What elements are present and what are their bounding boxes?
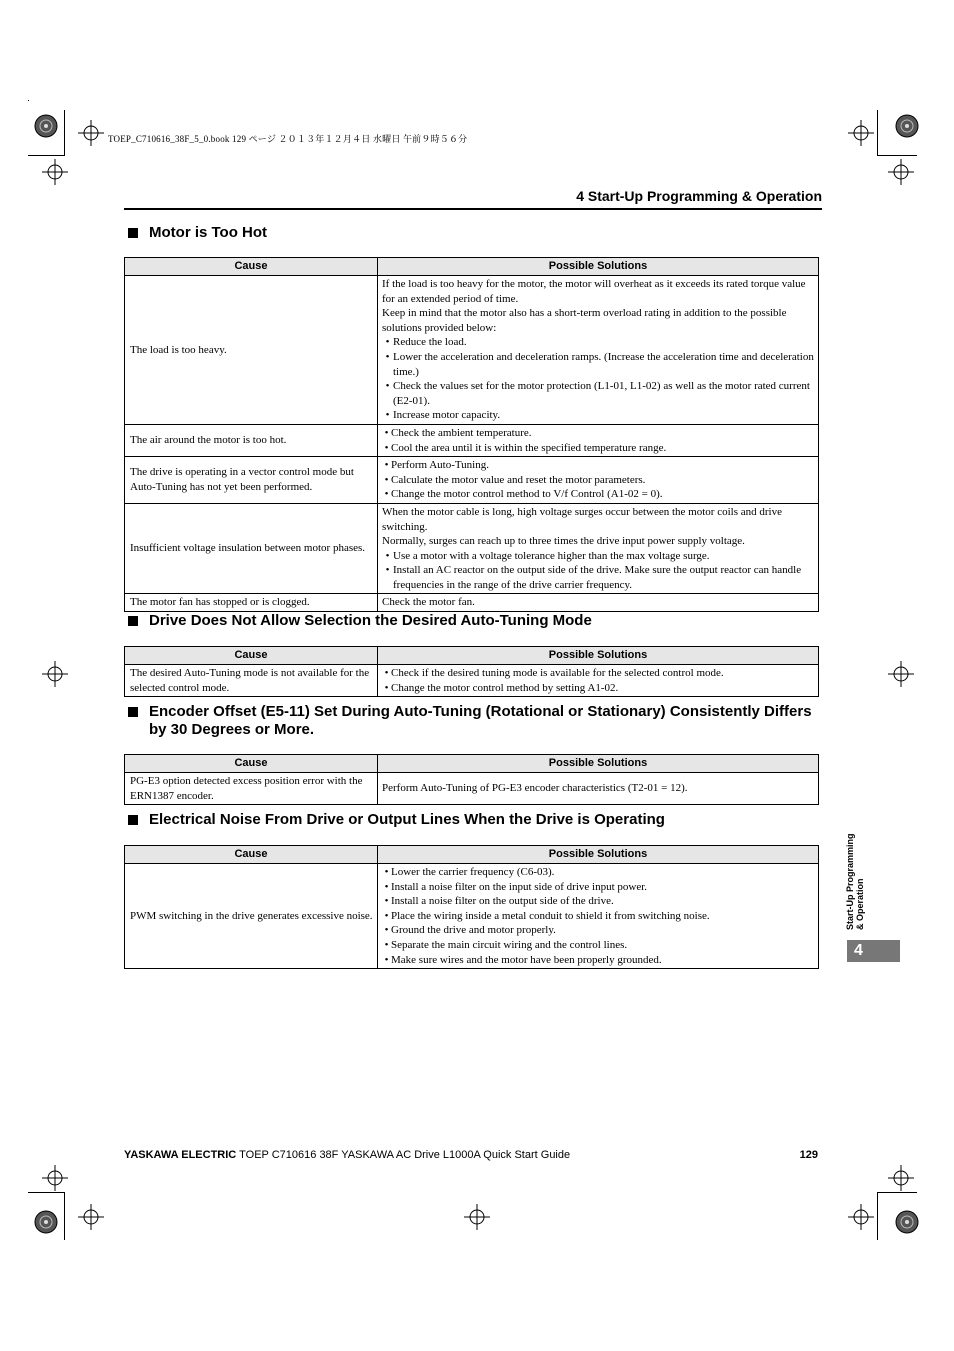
list-item: • Cool the area until it is within the specified temperature range. <box>384 441 667 454</box>
solution-text: Check the motor fan. <box>382 596 475 609</box>
troubleshooting-table <box>124 754 819 805</box>
solutions-header: Possible Solutions <box>378 258 819 276</box>
table-row <box>125 276 819 425</box>
square-bullet-icon <box>128 815 138 825</box>
cause-cell: The air around the motor is too hot. <box>125 424 378 456</box>
table-row <box>125 773 819 805</box>
solutions-cell <box>378 457 819 504</box>
table-row <box>125 503 819 594</box>
solutions-header: Possible Solutions <box>378 846 819 864</box>
cause-cell: The drive is operating in a vector control mode but Auto-Tuning has not yet been performed. <box>125 457 378 504</box>
troubleshooting-table <box>124 257 819 612</box>
bullet-text: Install an AC reactor on the output side of the drive. Make sure the output reactor can handle frequencies in the range of the drive carrier frequency. <box>393 564 802 591</box>
registration-crosshair-icon <box>42 159 68 185</box>
registration-crosshair-icon <box>888 1165 914 1191</box>
registration-crosshair-icon <box>78 120 104 146</box>
registration-crosshair-icon <box>464 1204 490 1230</box>
registration-target-icon <box>33 1209 59 1235</box>
bullet-text: Ground the drive and motor properly. <box>391 924 556 937</box>
table-header-row <box>125 846 819 864</box>
list-item: • Ground the drive and motor properly. <box>384 924 556 937</box>
list-item: • Change the motor control method to V/f Control (A1-02 = 0). <box>384 488 663 501</box>
list-item: • Use a motor with a voltage tolerance higher than the max voltage surge. <box>385 549 710 562</box>
bullet-text: Perform Auto-Tuning. <box>391 459 489 472</box>
solutions-cell <box>378 773 819 805</box>
bullet-text: Lower the carrier frequency (C6-03). <box>391 866 555 878</box>
solution-text: Keep in mind that the motor also has a short-term overload rating in addition to the possible solutions provided below: <box>382 307 787 334</box>
cause-header: Cause <box>125 258 378 276</box>
footer-brand: YASKAWA ELECTRIC <box>124 1149 237 1161</box>
registration-crosshair-icon <box>78 1204 104 1230</box>
bullet-text: Reduce the load. <box>393 336 467 349</box>
section-title <box>128 703 818 739</box>
bullet-text: Check the values set for the motor protection (L1-01, L1-02) as well as the motor rated current (E2-01). <box>393 380 810 407</box>
book-info: TOEP_C710616_38F_5_0.book 129 ページ ２０１３年１２月４日 水曜日 午前９時５６分 <box>108 134 468 144</box>
solutions-cell <box>378 424 819 456</box>
chapter-side-label-line: Start-Up Programming <box>845 833 855 930</box>
solutions-header: Possible Solutions <box>378 647 819 665</box>
list-item: • Lower the carrier frequency (C6-03). <box>384 866 555 878</box>
solutions-cell <box>378 594 819 612</box>
list-item: • Perform Auto-Tuning. <box>384 459 489 472</box>
list-item: • Check the ambient temperature. <box>384 426 532 439</box>
list-item: • Check if the desired tuning mode is available for the selected control mode. <box>384 667 724 679</box>
solutions-cell <box>378 503 819 594</box>
solutions-cell <box>378 864 819 969</box>
bullet-text: Separate the main circuit wiring and the control lines. <box>391 938 628 951</box>
section-title-text: Drive Does Not Allow Selection the Desired Auto-Tuning Mode <box>149 612 592 629</box>
list-item: • Calculate the motor value and reset the motor parameters. <box>384 473 646 486</box>
solution-text: Perform Auto-Tuning of PG-E3 encoder characteristics (T2-01 = 12). <box>382 782 688 795</box>
footer-doc: TOEP C710616 38F YASKAWA AC Drive L1000A Quick Start Guide <box>239 1149 571 1161</box>
list-item: • Install a noise filter on the input side of drive input power. <box>384 880 648 893</box>
troubleshooting-table <box>124 646 819 697</box>
table-row <box>125 864 819 969</box>
list-item: • Separate the main circuit wiring and the control lines. <box>384 938 628 951</box>
section-title <box>128 224 267 242</box>
list-item: • Reduce the load. <box>385 336 467 349</box>
troubleshooting-table <box>124 845 819 969</box>
bullet-text: Change the motor control method to V/f Control (A1-02 = 0). <box>391 488 663 501</box>
registration-crosshair-icon <box>42 1165 68 1191</box>
chapter-side-label <box>845 820 865 930</box>
table-header-row <box>125 258 819 276</box>
bullet-text: Make sure wires and the motor have been properly grounded. <box>391 953 662 966</box>
list-item: • Lower the acceleration and deceleration ramps. (Increase the acceleration time and deceleration time.) <box>385 350 814 378</box>
registration-crosshair-icon <box>848 120 874 146</box>
section-title <box>128 612 592 630</box>
cause-cell: The load is too heavy. <box>125 276 378 425</box>
cause-cell: PG-E3 option detected excess position error with the ERN1387 encoder. <box>125 773 378 805</box>
section-title <box>128 811 665 829</box>
registration-crosshair-icon <box>42 661 68 687</box>
list-item: • Check the values set for the motor protection (L1-01, L1-02) as well as the motor rated current (E2-01). <box>382 379 814 408</box>
cause-header: Cause <box>125 647 378 665</box>
solution-text: When the motor cable is long, high voltage surges occur between the motor coils and drive switching. <box>382 505 782 533</box>
solution-text: Normally, surges can reach up to three times the drive input power supply voltage. <box>382 535 745 548</box>
bullet-text: Calculate the motor value and reset the motor parameters. <box>391 473 646 486</box>
bullet-text: Lower the acceleration and deceleration ramps. (Increase the acceleration time and deceleration time.) <box>393 350 814 378</box>
list-item: • Change the motor control method by setting A1-02. <box>384 681 619 694</box>
bullet-text: Increase motor capacity. <box>393 409 501 422</box>
bullet-text: Check if the desired tuning mode is available for the selected control mode. <box>391 667 724 679</box>
chapter-tab: 4 <box>847 940 900 962</box>
registration-target-icon <box>33 113 59 139</box>
cause-cell: PWM switching in the drive generates excessive noise. <box>125 864 378 969</box>
bullet-text: Place the wiring inside a metal conduit to shield it from switching noise. <box>391 909 710 922</box>
list-item: • Make sure wires and the motor have been properly grounded. <box>384 953 662 966</box>
registration-crosshair-icon <box>888 661 914 687</box>
solutions-header: Possible Solutions <box>378 755 819 773</box>
list-item: • Place the wiring inside a metal conduit to shield it from switching noise. <box>384 909 710 922</box>
square-bullet-icon <box>128 228 138 238</box>
section-title-text: Electrical Noise From Drive or Output Lines When the Drive is Operating <box>149 811 665 828</box>
cause-cell: Insufficient voltage insulation between motor phases. <box>125 503 378 594</box>
cause-cell: The motor fan has stopped or is clogged. <box>125 594 378 612</box>
bullet-text: Change the motor control method by setting A1-02. <box>391 681 619 694</box>
registration-crosshair-icon <box>848 1204 874 1230</box>
list-item: • Install a noise filter on the output side of the drive. <box>384 895 614 908</box>
solutions-cell <box>378 665 819 697</box>
cause-cell: The desired Auto-Tuning mode is not available for the selected control mode. <box>125 665 378 697</box>
footer <box>124 1149 570 1161</box>
bullet-text: Check the ambient temperature. <box>391 426 532 439</box>
list-item: • Install an AC reactor on the output side of the drive. Make sure the output reactor can handle frequencies in the range of the drive carrier frequency. <box>382 563 814 592</box>
square-bullet-icon <box>128 707 138 717</box>
table-header-row <box>125 755 819 773</box>
table-row <box>125 424 819 456</box>
running-head: 4 Start-Up Programming & Operation <box>576 188 822 204</box>
registration-target-icon <box>894 113 920 139</box>
table-row <box>125 665 819 697</box>
solutions-cell <box>378 276 819 425</box>
cause-header: Cause <box>125 755 378 773</box>
registration-crosshair-icon <box>888 159 914 185</box>
bullet-text: Install a noise filter on the input side of drive input power. <box>391 880 648 893</box>
registration-target-icon <box>894 1209 920 1235</box>
bullet-text: Install a noise filter on the output side of the drive. <box>391 895 614 908</box>
cause-header: Cause <box>125 846 378 864</box>
section-title-text: Encoder Offset (E5-11) Set During Auto-Tuning (Rotational or Stationary) Consistently Differs by 30 Degrees or More. <box>149 703 812 738</box>
table-row <box>125 457 819 504</box>
solution-text: If the load is too heavy for the motor, the motor will overheat as it exceeds its rated torque value for an extended period of time. <box>382 278 806 305</box>
bullet-text: Cool the area until it is within the specified temperature range. <box>391 441 667 454</box>
square-bullet-icon <box>128 616 138 626</box>
chapter-side-label-line: & Operation <box>855 878 865 930</box>
page-number: 129 <box>799 1149 818 1161</box>
table-header-row <box>125 647 819 665</box>
list-item: • Increase motor capacity. <box>385 409 501 422</box>
table-row <box>125 594 819 612</box>
header-rule <box>124 208 822 210</box>
section-title-text: Motor is Too Hot <box>149 224 268 241</box>
bullet-text: Use a motor with a voltage tolerance higher than the max voltage surge. <box>393 549 710 562</box>
